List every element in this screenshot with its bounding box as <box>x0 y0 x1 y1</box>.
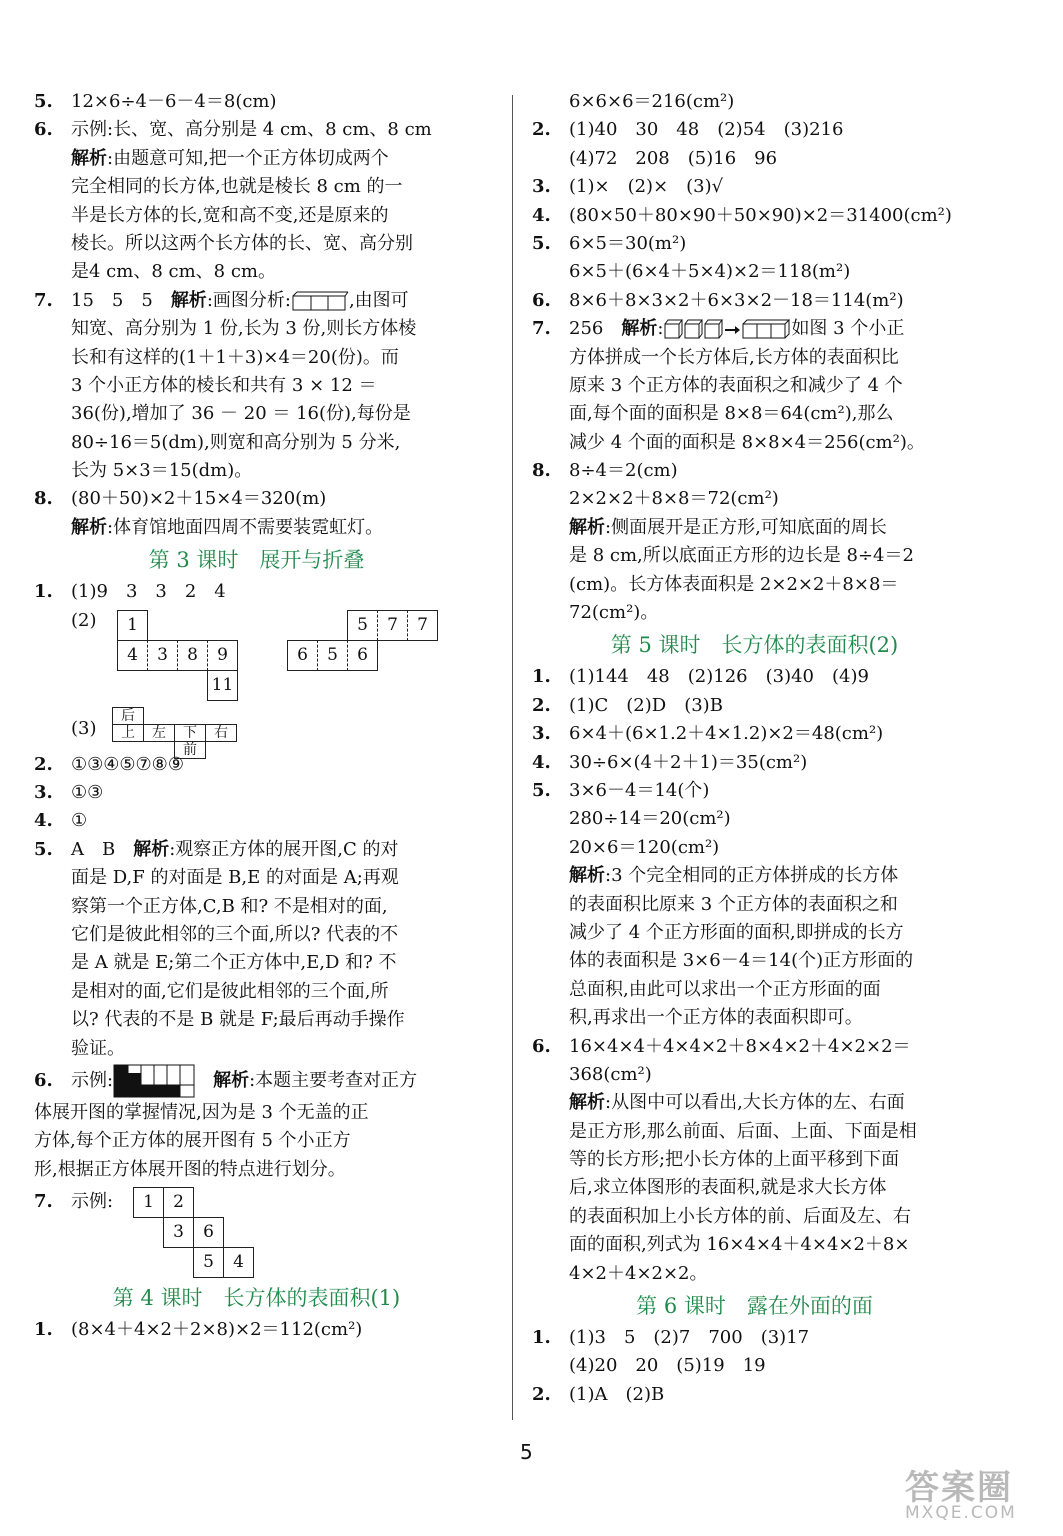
watermark-logo: 答案圈 MXQE.COM <box>905 1468 1017 1523</box>
s4-answer-1: 1. (8×4＋4×2＋2×8)×2＝112(cm²) <box>34 1319 363 1341</box>
s3-answer-3: 3. ①③ <box>34 782 104 804</box>
net-cell: 2 <box>163 1187 194 1218</box>
net-cell: 前 <box>174 741 206 759</box>
s4-answer-5: 5. 6×5＝30(m²) <box>532 232 687 254</box>
s3-answer-1: 1. (1)9 3 3 2 4 <box>34 581 226 603</box>
s5-answer-5: 5. 3×6－4＝14(个) <box>532 779 710 801</box>
net-cell: 3 <box>163 1217 194 1248</box>
net-cell: 6 <box>347 640 378 671</box>
s4-answer-6: 6. 8×6＋8×3×2＋6×3×2－18＝114(m²) <box>532 289 904 311</box>
net-cell: 1 <box>117 610 148 641</box>
s4-answer-8: 8. 8÷4＝2(cm) <box>532 460 678 482</box>
net-cell: 5 <box>347 610 378 641</box>
net-cell: 7 <box>407 610 438 641</box>
section-heading-6: 第 6 课时 露在外面的面 <box>636 1294 873 1319</box>
cube-nets-figure: (2) 1 4 3 8 9 11 5 7 7 6 5 6 <box>34 607 479 707</box>
s3-answer-5: 5. A B 解析:观察正方体的展开图,C 的对 <box>34 838 399 860</box>
s6-answer-1: 1. (1)3 5 (2)7 700 (3)17 <box>532 1327 810 1349</box>
s6-answer-2: 2. (1)A (2)B <box>532 1383 665 1405</box>
s3-answer-4: 4. ① <box>34 810 88 832</box>
section-heading-3: 第 3 课时 展开与折叠 <box>148 548 365 573</box>
net-cell: 7 <box>377 610 408 641</box>
net-cell: 右 <box>205 724 237 742</box>
s3-answer-6: 6. 示例: 解析:本题主要考查对正方 <box>34 1063 479 1099</box>
s5-answer-6: 6. 16×4×4＋4×4×2＋8×4×2＋4×2×2＝ <box>532 1035 911 1057</box>
s4-answer-3: 3. (1)× (2)× (3)√ <box>532 176 724 198</box>
s4-answer-2: 2. (1)40 30 48 (2)54 (3)216 <box>532 119 844 141</box>
net-cell: 上 <box>112 724 144 742</box>
cube-net-c-figure: (3) 后 上 左 下 右 前 <box>34 707 479 751</box>
answer-8: 8. (80＋50)×2＋15×4＝320(m) <box>34 488 327 510</box>
cuboid-sketch-icon <box>291 290 349 312</box>
s4-answer-4: 4. (80×50＋80×90＋50×90)×2＝31400(cm²) <box>532 204 952 226</box>
net-cell: 下 <box>174 724 206 742</box>
net-cell: 9 <box>207 640 238 671</box>
net-cell: 4 <box>117 640 148 671</box>
net-cell: 6 <box>193 1217 224 1248</box>
net-cell: 8 <box>177 640 208 671</box>
page-number: 5 <box>520 1440 533 1464</box>
left-column: 5. 12×6÷4－6－4＝8(cm) 6. 示例:长、宽、高分别是 4 cm、8 cm、8 cm 解析:由题意可知,把一个正方体切成两个 完全相同的长方体,也就是棱长 8 cm 的一 半是长方体的长,宽和高不变,还是原来的 棱长。所以这两个长方体的长、宽、高分别 是4 cm、8 cm、8 cm。 7. 15 5 5 解析:画图分析: ,由图可 知宽、高分别为 1 份,长为 3 份,则长方体棱 长和有这样的(1＋1＋3)×4＝20(份)。而 3 个小正方体的棱长和共有 3 × 12 ＝ 36(份),增加了 36 － 20 ＝ 16(份),每份是 80÷16＝5(dm),则宽和高分别为 5 分米, 长为 5×3＝15(dm)。 8. (80＋50)×2＋15×4＝320(m) 解析:体育馆地面四周不需要装霓虹灯。 第 3 课时 展开与折叠 1. (1)9 3 3 2 4 (2) 1 4 3 8 9 11 5 7 7 6 5 6 (3) 后 上 左 下 右 前 2. ①③④⑤⑦⑧⑨ 3. ①③ 4. ① 5. A B 解析:观察正方体的展开图,C 的对 面是 D,F 的对面是 B,E 的对面是 A;再观 察第一个正方体,C,B 和? 不是相对的面, 它们是彼此相邻的三个面,所以? 代表的不 是 A 就是 E;第二个正方体中,E,D 和? 不 是相对的面,它们是彼此相邻的三个面,所 以? 代表的不是 B 就是 F;最后再动手操作 验证。 6. 示例: 解析:本题主要考查对正方 体展开图的掌握情况,因为是 3 个无盖的正 方体,每个正方体的展开图有 5 个小正方 形,根据正方体展开图的特点进行划分。 7. 示例: 1 2 3 6 5 4 第 4 课时 长方体的表面积(1) 1. (8×4＋4×2＋2×8)×2＝112(cm²) <box>34 88 479 1345</box>
s5-answer-3: 3. 6×4＋(6×1.2＋4×1.2)×2＝48(cm²) <box>532 723 884 745</box>
answer-7: 7. 15 5 5 解析:画图分析: ,由图可 <box>34 289 409 311</box>
s3-answer-7: 7. 示例: 1 2 3 6 5 4 <box>34 1184 479 1280</box>
net-cell: 5 <box>193 1247 224 1278</box>
net-cell: 3 <box>147 640 178 671</box>
net-cell: 后 <box>112 707 144 725</box>
cube-net-d <box>134 1188 194 1218</box>
net-cell: 左 <box>143 724 175 742</box>
answer-6: 6. 示例:长、宽、高分别是 4 cm、8 cm、8 cm <box>34 119 432 141</box>
cube-net-a <box>118 611 248 641</box>
s5-answer-2: 2. (1)C (2)D (3)B <box>532 694 723 716</box>
s4-answer-7: 7. 256 解析: 如图 3 个小正 <box>532 318 905 340</box>
section-heading-4: 第 4 课时 长方体的表面积(1) <box>112 1286 401 1311</box>
net-cell: 11 <box>207 670 238 701</box>
shaded-grid-icon <box>113 1064 195 1098</box>
s5-answer-1: 1. (1)144 48 (2)126 (3)40 (4)9 <box>532 666 869 688</box>
right-column: 6×6×6＝216(cm²) 2. (1)40 30 48 (2)54 (3)216 (4)72 208 (5)16 96 3. (1)× (2)× (3)√ 4. (80×50＋80×90＋50×90)×2＝31400(cm²) 5. 6×5＝30(m²) 6×5＋(6×4＋5×4)×2＝118(m²) 6. 8×6＋8×3×2＋6×3×2－18＝114(m²) 7. 256 解析: 如图 3 个小正 方体拼成一个长方体后,长方体的表面积比 原来 3 个正方体的表面积之和减少了 4 个 面,每个面的面积是 8×8＝64(cm²),那么 减少 4 个面的面积是 8×8×4＝256(cm²)。 8. 8÷4＝2(cm) 2×2×2＋8×8＝72(cm²) 解析:侧面展开是正方形,可知底面的周长 是 8 cm,所以底面正方形的边长是 8÷4＝2 (cm)。长方体表面积是 2×2×2＋8×8＝ 72(cm²)。 第 5 课时 长方体的表面积(2) 1. (1)144 48 (2)126 (3)40 (4)9 2. (1)C (2)D (3)B 3. 6×4＋(6×1.2＋4×1.2)×2＝48(cm²) 4. 30÷6×(4＋2＋1)＝35(cm²) 5. 3×6－4＝14(个) 280÷14＝20(cm²) 20×6＝120(cm²) 解析:3 个完全相同的正方体拼成的长方体 的表面积比原来 3 个正方体的表面积之和 减少了 4 个正方形面的面积,即拼成的长方 体的表面积是 3×6－4＝14(个)正方形面的 总面积,由此可以求出一个正方形面的面 积,再求出一个正方体的表面积即可。 6. 16×4×4＋4×4×2＋8×4×2＋4×2×2＝ 368(cm²) 解析:从图中可以看出,大长方体的左、右面 是正方形,那么前面、后面、上面、下面是相 等的长方形;把小长方体的上面平移到下面 后,求立体图形的表面积,就是求大长方体 的表面积加上小长方体的前、后面及左、右 面的面积,列式为 16×4×4＋4×4×2＋8× 4×2＋4×2×2。 第 6 课时 露在外面的面 1. (1)3 5 (2)7 700 (3)17 (4)20 20 (5)19 19 2. (1)A (2)B <box>532 88 977 1409</box>
net-cell: 4 <box>223 1247 254 1278</box>
net-cell: 6 <box>287 640 318 671</box>
s3-answer-2: 2. ①③④⑤⑦⑧⑨ <box>34 753 184 775</box>
cubes-to-cuboid-icon <box>663 318 791 340</box>
net-cell: 5 <box>317 640 348 671</box>
cube-net-b <box>348 611 438 641</box>
s5-answer-4: 4. 30÷6×(4＋2＋1)＝35(cm²) <box>532 751 808 773</box>
net-cell: 1 <box>133 1187 164 1218</box>
column-divider <box>512 95 513 1420</box>
section-heading-5: 第 5 课时 长方体的表面积(2) <box>610 633 899 658</box>
answer-5: 5. 12×6÷4－6－4＝8(cm) <box>34 91 277 112</box>
